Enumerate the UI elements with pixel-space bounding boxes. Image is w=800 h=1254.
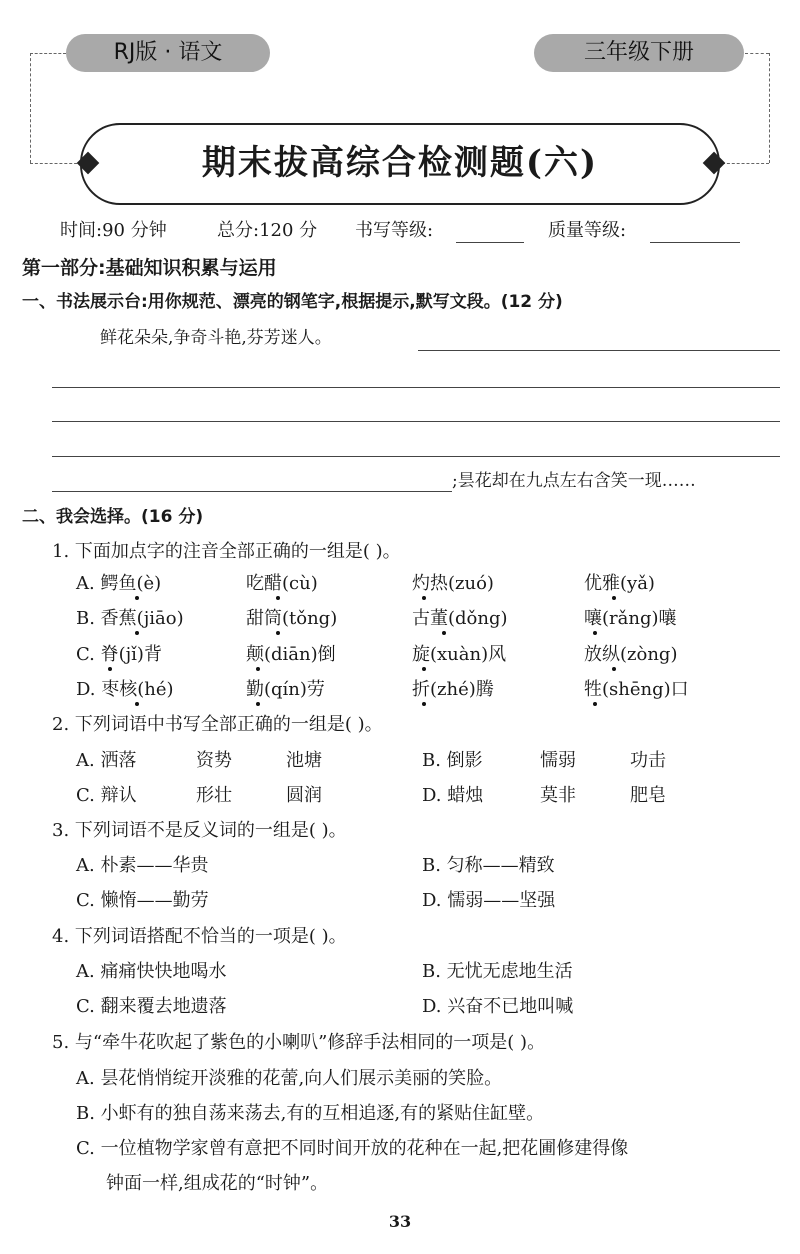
header-dashed-right-horizontal: [745, 53, 769, 54]
header-dashed-right-bottom: [722, 163, 769, 164]
emphasis-dot: [422, 667, 426, 671]
grade-badge: 三年级下册: [534, 34, 744, 72]
q1-row-b-col4: 嚷(rǎng)嚷: [584, 608, 677, 629]
emphasis-dot: [442, 631, 446, 635]
q4-stem: 4. 下列词语搭配不恰当的一项是( )。: [52, 926, 347, 947]
q2-option-b-word2: 懦弱: [540, 750, 576, 771]
q1-row-c-col3: 旋(xuàn)风: [412, 644, 507, 665]
section1-prompt: 鲜花朵朵,争奇斗艳,芬芳迷人。: [100, 328, 332, 348]
q2-option-d-word2: 莫非: [540, 785, 576, 806]
q2-option-a-word2: 资势: [196, 750, 232, 771]
quality-grade-blank: [650, 242, 740, 243]
emphasis-dot: [422, 702, 426, 706]
writing-line-4: [52, 456, 780, 457]
emphasis-dot: [135, 596, 139, 600]
quality-grade-label: 质量等级:: [548, 220, 627, 241]
q4-option-a: A. 痛痛快快地喝水: [76, 961, 227, 982]
section1-tail: ;昙花却在九点左右含笑一现……: [452, 471, 696, 491]
q2-option-c-word2: 形壮: [196, 785, 232, 806]
q5-option-c-line1: C. 一位植物学家曾有意把不同时间开放的花种在一起,把花圃修建得像: [76, 1138, 629, 1159]
q3-option-a: A. 朴素——华贵: [76, 855, 209, 876]
q2-option-c-word3: 圆润: [286, 785, 322, 806]
writing-line-2: [52, 387, 780, 388]
exam-total: 总分:120 分: [217, 220, 318, 241]
emphasis-dot: [276, 631, 280, 635]
q1-row-b-col1: B. 香蕉(jiāo): [76, 608, 184, 629]
q5-option-a: A. 昙花悄悄绽开淡雅的花蕾,向人们展示美丽的笑脸。: [76, 1068, 503, 1089]
emphasis-dot: [108, 667, 112, 671]
q3-option-d: D. 懦弱——坚强: [422, 890, 556, 911]
q1-stem: 1. 下面加点字的注音全部正确的一组是( )。: [52, 541, 401, 562]
part1-heading: 第一部分:基础知识积累与运用: [22, 257, 277, 279]
header-dashed-right-vertical: [769, 53, 770, 163]
q2-option-b-word1: B. 倒影: [422, 750, 483, 771]
q5-option-c-line2: 钟面一样,组成花的“时钟”。: [106, 1173, 329, 1194]
q2-option-a-word3: 池塘: [286, 750, 322, 771]
header-dashed-left-horizontal: [30, 53, 66, 54]
q1-row-a-col1: A. 鳄鱼(è): [76, 573, 162, 594]
q4-option-d: D. 兴奋不已地叫喊: [422, 996, 574, 1017]
section1-heading: 一、书法展示台:用你规范、漂亮的钢笔字,根据提示,默写文段。(12 分): [22, 292, 563, 312]
q1-row-c-col4: 放纵(zòng): [584, 644, 678, 665]
page-title: 期末拔高综合检测题(六): [201, 143, 599, 183]
q5-option-b: B. 小虾有的独自荡来荡去,有的互相追逐,有的紧贴住缸壁。: [76, 1103, 545, 1124]
edition-badge: RJ版 · 语文: [66, 34, 270, 72]
emphasis-dot: [276, 596, 280, 600]
writing-line-5: [52, 491, 452, 492]
emphasis-dot: [593, 631, 597, 635]
q2-option-a-word1: A. 洒落: [76, 750, 137, 771]
q1-row-b-col2: 甜筒(tǒng): [246, 608, 338, 629]
q2-option-c-word1: C. 辩认: [76, 785, 137, 806]
emphasis-dot: [612, 667, 616, 671]
q1-row-a-col4: 优雅(yǎ): [584, 573, 655, 594]
q1-row-d-col3: 折(zhé)腾: [412, 679, 494, 700]
writing-line-3: [52, 421, 780, 422]
q4-option-c: C. 翻来覆去地遗落: [76, 996, 227, 1017]
writing-line-1: [418, 350, 780, 351]
q2-stem: 2. 下列词语中书写全部正确的一组是( )。: [52, 714, 383, 735]
writing-grade-blank: [456, 242, 524, 243]
emphasis-dot: [256, 667, 260, 671]
emphasis-dot: [422, 596, 426, 600]
q2-option-d-word1: D. 蜡烛: [422, 785, 484, 806]
q5-stem: 5. 与“牵牛花吹起了紫色的小喇叭”修辞手法相同的一项是( )。: [52, 1032, 546, 1053]
q4-option-b: B. 无忧无虑地生活: [422, 961, 573, 982]
q1-row-d-col1: D. 枣核(hé): [76, 679, 174, 700]
section2-heading: 二、我会选择。(16 分): [22, 507, 204, 527]
q3-option-c: C. 懒惰——勤劳: [76, 890, 209, 911]
exam-time: 时间:90 分钟: [60, 220, 167, 241]
q1-row-d-col4: 牲(shēng)口: [584, 679, 689, 700]
q2-option-d-word3: 肥皂: [630, 785, 666, 806]
q1-row-a-col3: 灼热(zuó): [412, 573, 494, 594]
q2-option-b-word3: 功击: [630, 750, 666, 771]
emphasis-dot: [612, 596, 616, 600]
emphasis-dot: [593, 702, 597, 706]
emphasis-dot: [256, 702, 260, 706]
q1-row-c-col1: C. 脊(jǐ)背: [76, 644, 162, 665]
q3-stem: 3. 下列词语不是反义词的一组是( )。: [52, 820, 347, 841]
q1-row-c-col2: 颠(diān)倒: [246, 644, 336, 665]
emphasis-dot: [135, 631, 139, 635]
page-number: 33: [388, 1212, 412, 1231]
header-dashed-left-bottom: [30, 163, 82, 164]
q1-row-b-col3: 古董(dǒng): [412, 608, 508, 629]
q1-row-d-col2: 勤(qín)劳: [246, 679, 325, 700]
header-dashed-left-vertical: [30, 53, 31, 163]
writing-grade-label: 书写等级:: [355, 220, 434, 241]
emphasis-dot: [135, 702, 139, 706]
q1-row-a-col2: 吃醋(cù): [246, 573, 318, 594]
q3-option-b: B. 匀称——精致: [422, 855, 555, 876]
